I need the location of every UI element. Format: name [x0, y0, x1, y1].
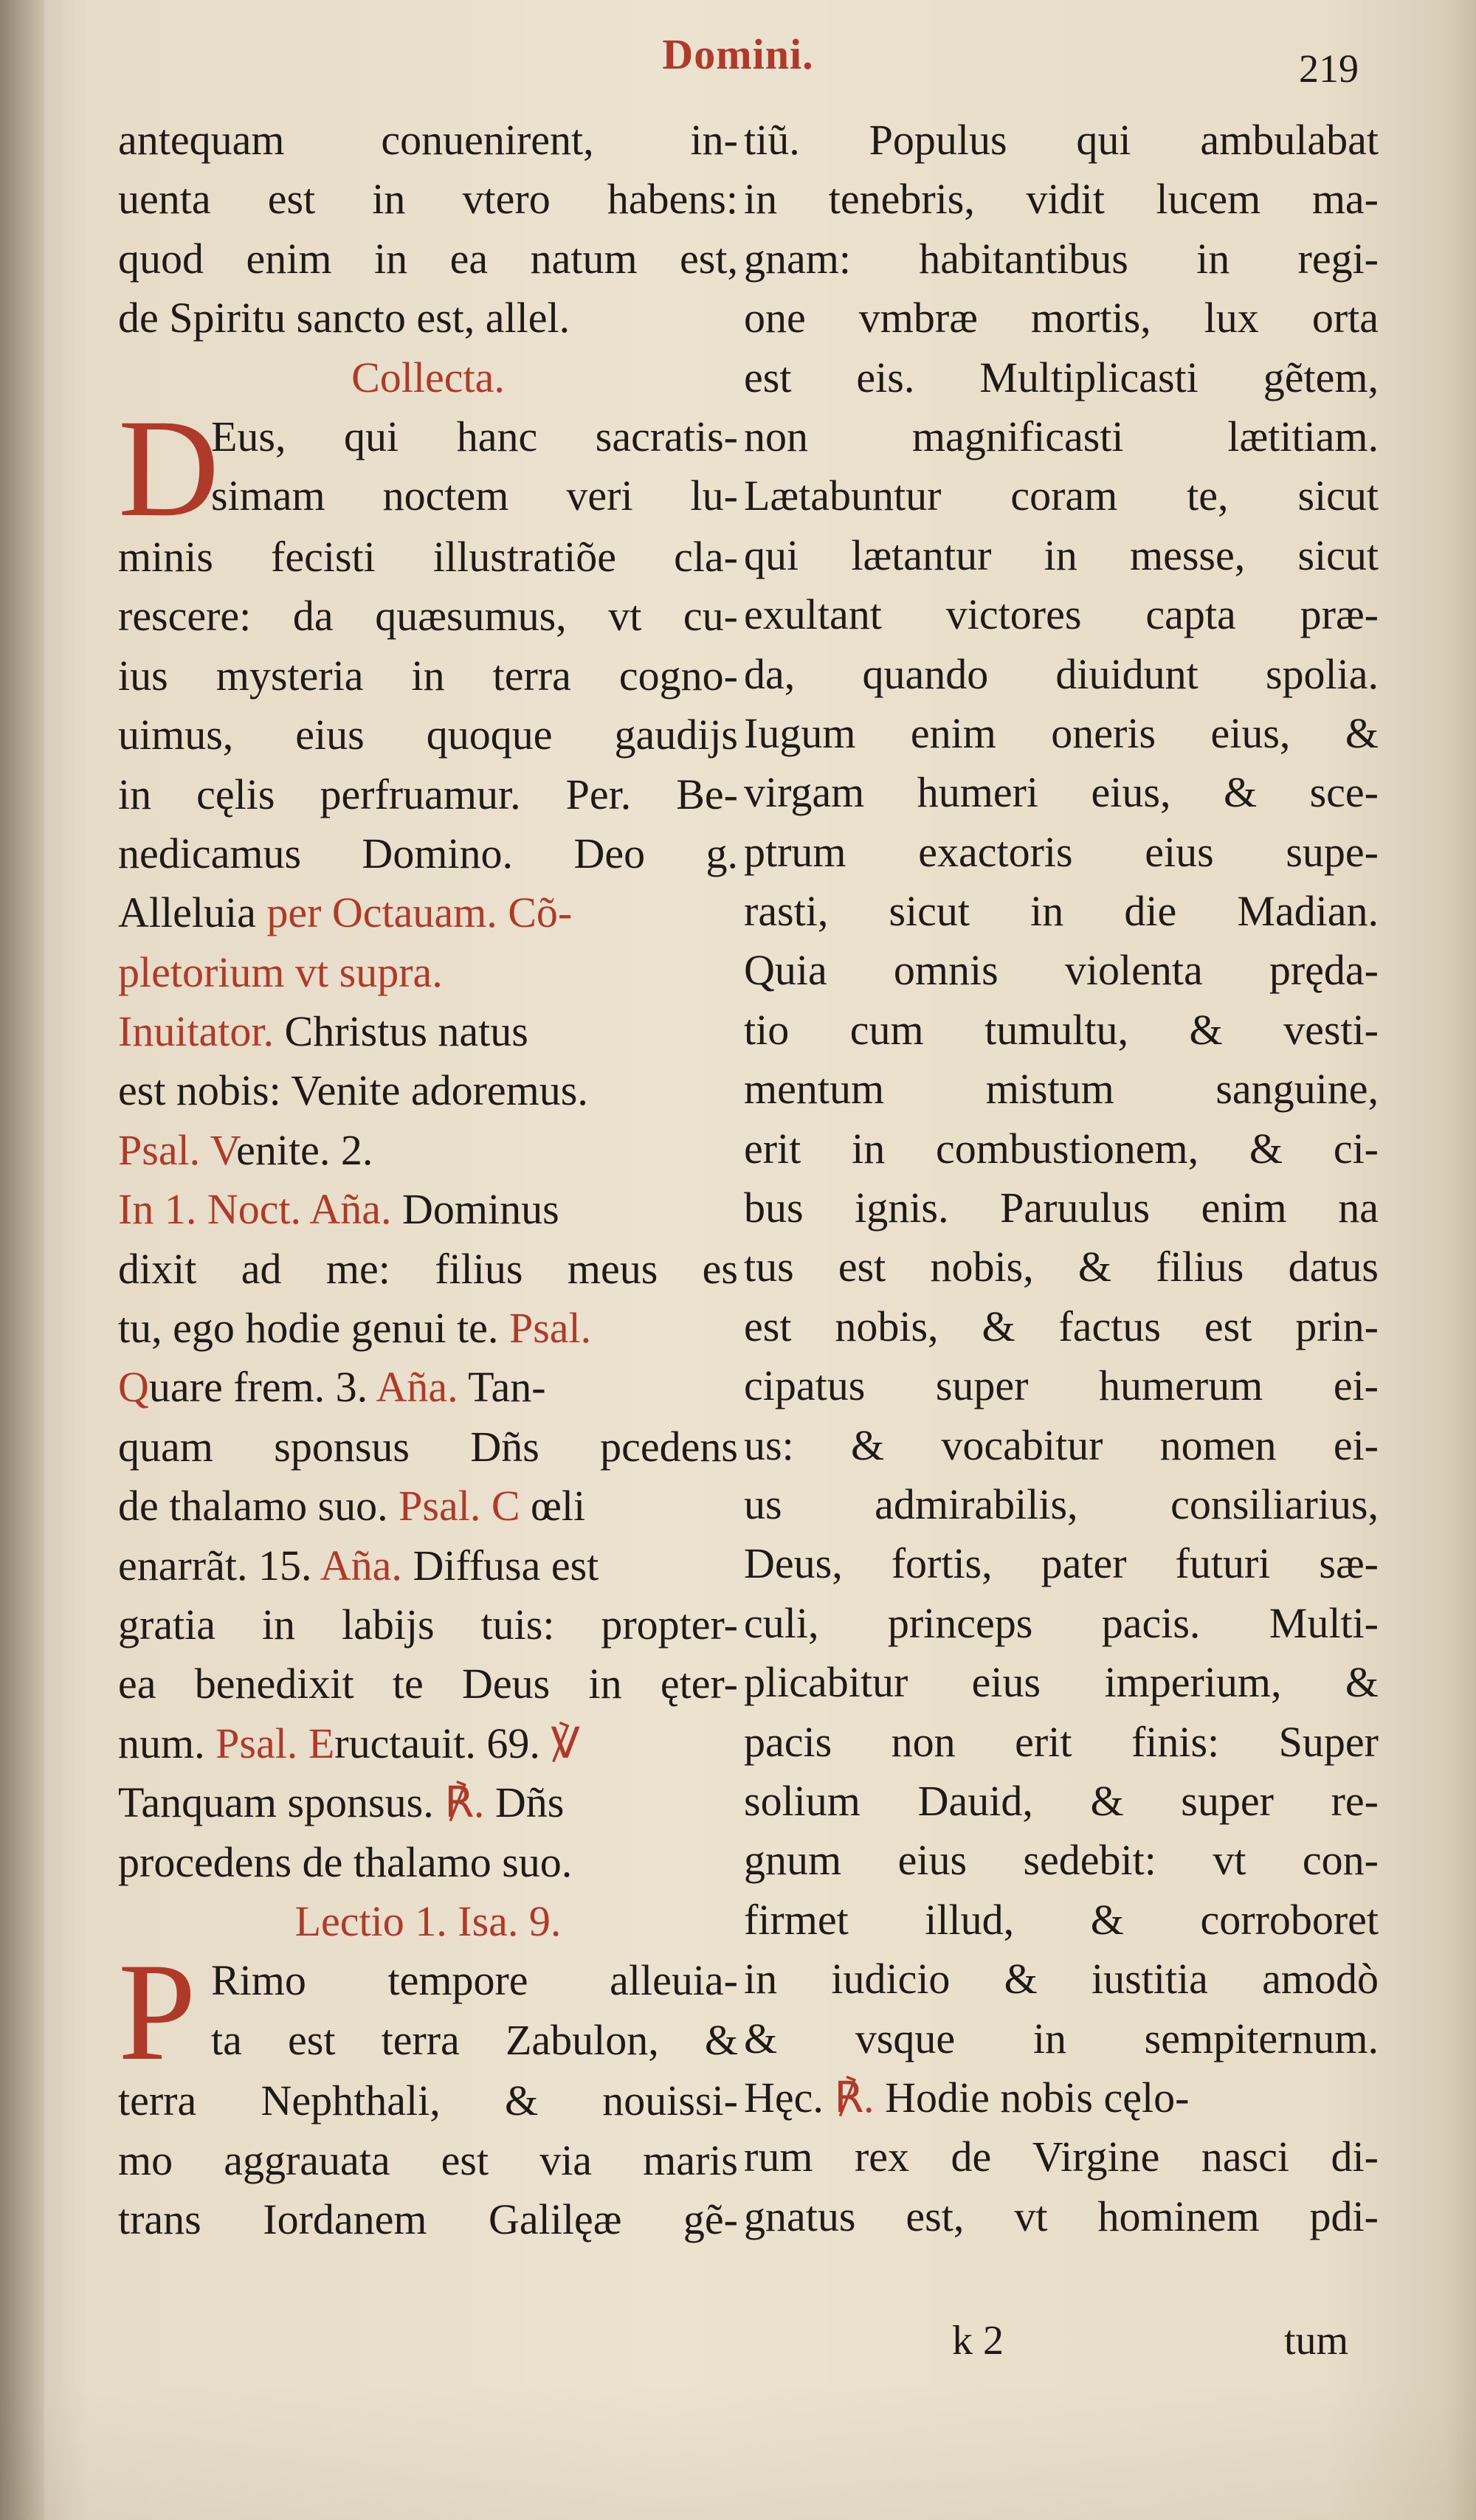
drop-cap: D [118, 407, 220, 528]
text-line: ta est terra Zabulon, & [211, 2015, 738, 2064]
text-line: one vmbræ mortis, lux orta [744, 294, 1379, 342]
rubric: Aña. [320, 1541, 402, 1589]
text-line: ius mysteria in terra cogno- [118, 651, 738, 700]
text-line [118, 1358, 738, 1417]
bottom-margin [0, 2383, 1476, 2520]
text-span: œli [531, 1482, 586, 1530]
text-line: Eus, qui hanc sacratis- [211, 412, 738, 460]
text-line [118, 1773, 738, 1832]
text-line: uenta est in vtero habens: [118, 175, 738, 224]
left-column [118, 111, 738, 2250]
antiphon-text: Dominus [402, 1185, 559, 1234]
text-line: & vsque in sempiternum. [744, 2014, 1379, 2062]
text-span: Hodie nobis cęlo- [885, 2073, 1190, 2122]
text-line: us: & vocabitur nomen ei- [744, 1420, 1379, 1469]
drop-cap: P [118, 1951, 196, 2072]
collecta-paragraph [118, 407, 738, 528]
lectio-paragraph [118, 1951, 738, 2071]
text-line [118, 1299, 738, 1358]
signature-mark: k 2 [952, 2318, 1004, 2364]
text-line: Lætabuntur coram te, sicut [744, 472, 1379, 520]
text-line: quod enim in ea natum est, [118, 234, 738, 283]
text-line: procedens de thalamo suo. [118, 1837, 573, 1886]
rubric: In 1. Noct. Aña. [118, 1185, 392, 1234]
text-line: ea benedixit te Deus in ęter- [118, 1660, 738, 1708]
text-line: minis fecisti illustratiõe cla- [118, 532, 738, 581]
text-line: rescere: da quæsumus, vt cu- [118, 592, 738, 641]
text-span: enarrãt. 15. [118, 1541, 312, 1589]
text-line: quam sponsus Dñs pcedens [118, 1422, 738, 1471]
red-initial: E [308, 1719, 335, 1767]
text-line: gnum eius sedebit: vt con- [744, 1836, 1379, 1885]
text-line: bus ignis. Paruulus enim na [744, 1184, 1379, 1232]
text-line: mentum mistum sanguine, [744, 1065, 1379, 1114]
text-line: firmet illud, & corroboret [744, 1895, 1379, 1944]
text-line: antequam conuenirent, in- [118, 116, 738, 164]
text-span: de thalamo suo. [118, 1482, 388, 1530]
text-line: simam noctem veri lu- [211, 472, 738, 520]
text-span: uare frem. 3. [148, 1363, 368, 1412]
rubric: Psal. [399, 1482, 481, 1530]
text-span: ructauit. 69. [334, 1719, 540, 1767]
lectio-heading: Lectio 1. Isa. 9. [294, 1896, 562, 1945]
text-line [744, 2068, 1379, 2127]
text-line: exultant victores capta præ- [744, 590, 1379, 639]
text-line: pacis non erit finis: Super [744, 1717, 1379, 1766]
text-line: in tenebris, vidit lucem ma- [744, 175, 1379, 224]
text-line: ptrum exactoris eius supe- [744, 827, 1379, 876]
nocturn-line [118, 1180, 738, 1239]
page-number: 219 [1299, 46, 1359, 91]
text-line: qui lætantur in messe, sicut [744, 531, 1379, 579]
text-line: rum rex de Virgine nasci di- [744, 2133, 1379, 2181]
text-line: trans Iordanem Galilęæ gẽ- [118, 2195, 738, 2244]
text-line: gnatus est, vt hominem pdi- [744, 2192, 1379, 2240]
response-icon: ℟. [444, 1778, 485, 1827]
text-line: us admirabilis, consiliarius, [744, 1480, 1379, 1528]
text-line: Iugum enim oneris eius, & [744, 708, 1379, 757]
versicle-icon: ℣ [551, 1719, 581, 1767]
text-line [118, 1536, 738, 1595]
text-line [118, 1714, 738, 1773]
text-line: non magnificasti lætitiam. [744, 412, 1379, 460]
text-line: terra Nephthali, & nouissi- [118, 2077, 738, 2125]
text-line: dixit ad me: filius meus es [118, 1244, 738, 1293]
catchword: tum [1284, 2318, 1349, 2364]
text-line: tio cum tumultu, & vesti- [744, 1005, 1379, 1054]
running-title: Domini. [662, 30, 814, 78]
rubric: Psal. [215, 1719, 298, 1767]
text-line: plicabitur eius imperium, & [744, 1658, 1379, 1707]
inuitator-line [118, 1002, 738, 1061]
alleluia-text: Alleluia [118, 888, 256, 937]
text-span: num. [118, 1719, 205, 1767]
text-span: Hęc. [744, 2073, 824, 2122]
text-line: nedicamus Domino. Deo g. [118, 829, 738, 877]
text-line: Rimo tempore alleuia- [211, 1956, 738, 2005]
rubric: per Octauam. Cõ- [266, 888, 573, 937]
text-line: uimus, eius quoque gaudijs [118, 711, 738, 759]
text-line: cipatus super humerum ei- [744, 1361, 1379, 1410]
text-line: est nobis, & factus est prin- [744, 1302, 1379, 1350]
text-line: est eis. Multiplicasti gẽtem, [744, 353, 1379, 401]
text-span: Tan- [468, 1363, 546, 1412]
text-line: erit in combustionem, & ci- [744, 1124, 1379, 1173]
text-line: virgam humeri eius, & sce- [744, 768, 1379, 817]
inuitator-text: Christus natus [284, 1007, 528, 1056]
text-line [118, 883, 738, 942]
rubric: Aña. [376, 1363, 458, 1412]
text-line: gnam: habitantibus in regi- [744, 234, 1379, 283]
text-span: Diffusa est [413, 1541, 599, 1589]
text-line: est nobis: Venite adoremus. [118, 1066, 588, 1115]
text-line: solium Dauid, & super re- [744, 1776, 1379, 1825]
text-line: da, quando diuidunt spolia. [744, 649, 1379, 698]
text-line: tus est nobis, & filius datus [744, 1243, 1379, 1291]
text-line: in iudicio & iustitia amodò [744, 1955, 1379, 2003]
red-initial: Q [118, 1363, 149, 1412]
red-initial: V [210, 1125, 237, 1174]
text-line: gratia in labijs tuis: propter- [118, 1600, 738, 1649]
text-line [118, 1477, 738, 1536]
text-line: Deus, fortis, pater futuri sæ- [744, 1539, 1379, 1588]
response-icon: ℟. [834, 2073, 875, 2122]
psalm-line [118, 1121, 738, 1180]
red-initial: C [491, 1482, 520, 1530]
psalm-text: enite. 2. [236, 1125, 373, 1174]
text-span: Tanquam sponsus. [118, 1778, 434, 1827]
text-line: tiũ. Populus qui ambulabat [744, 116, 1379, 164]
rubric: Psal. [118, 1125, 201, 1174]
text-line: in cęlis perfruamur. Per. Be- [118, 770, 738, 818]
text-line: culi, princeps pacis. Multi- [744, 1598, 1379, 1647]
right-column [744, 111, 1379, 2246]
text-span: Dñs [494, 1778, 565, 1827]
text-line: Quia omnis violenta pręda- [744, 946, 1379, 995]
text-line: rasti, sicut in die Madian. [744, 887, 1379, 936]
text-line: de Spiritu sancto est, allel. [118, 294, 570, 342]
text-span: tu, ego hodie genui te. [118, 1304, 499, 1353]
rubric: Inuitator. [118, 1007, 275, 1056]
binding-gutter [0, 0, 44, 2520]
text-line: mo aggrauata est via maris [118, 2136, 738, 2184]
collecta-heading: Collecta. [351, 353, 505, 401]
rubric-line: pletorium vt supra. [118, 947, 443, 996]
rubric: Psal. [508, 1304, 592, 1353]
